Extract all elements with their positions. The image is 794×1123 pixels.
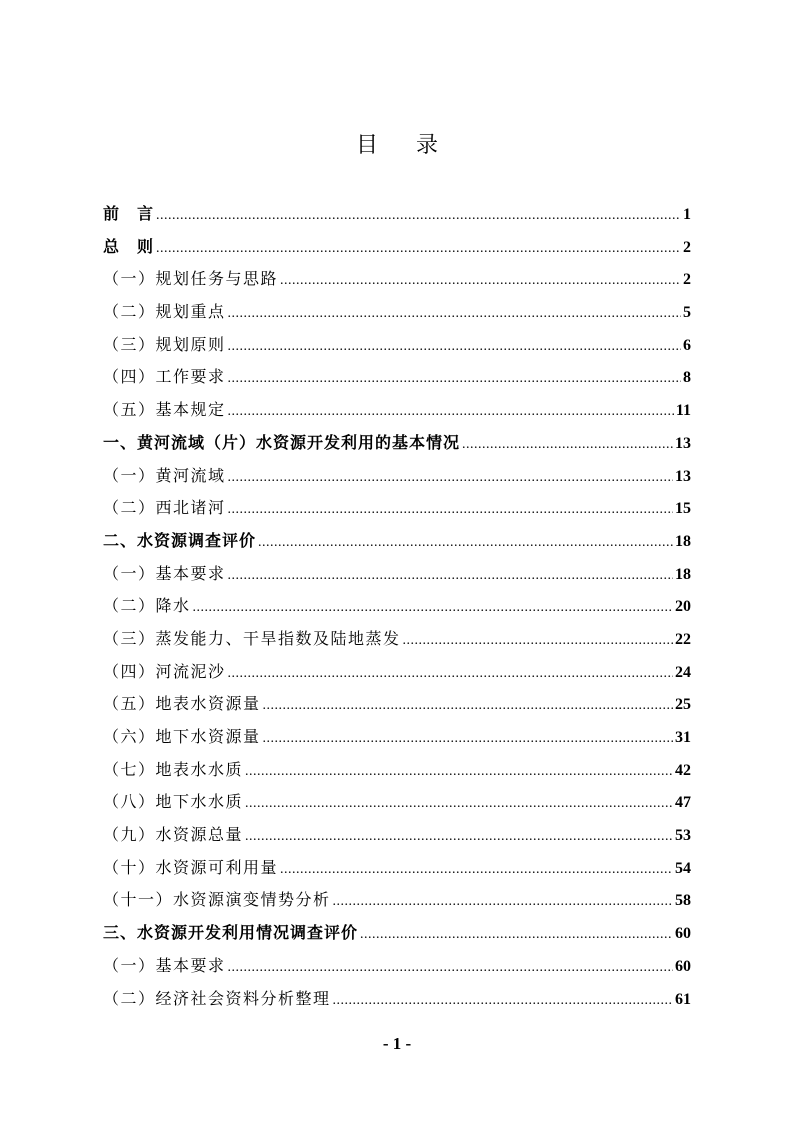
toc-leader-dots [228,658,673,691]
table-of-contents [103,198,691,1015]
toc-entry[interactable] [103,917,691,950]
toc-entry-page-number: 58 [675,892,691,910]
toc-entry-label: 总 则 [103,236,155,256]
toc-entry[interactable] [103,460,691,493]
toc-entry-label: （二）西北诸河 [103,498,226,518]
toc-leader-dots [280,854,673,887]
toc-leader-dots [228,331,681,364]
toc-entry[interactable] [103,296,691,329]
toc-leader-dots [228,560,673,593]
toc-entry[interactable] [103,656,691,689]
toc-entry-page-number: 53 [675,827,691,845]
toc-entry-page-number: 24 [675,663,691,681]
toc-leader-dots [156,233,681,266]
toc-entry[interactable] [103,558,691,591]
toc-leader-dots [245,788,673,821]
toc-entry-page-number: 13 [675,467,691,485]
toc-leader-dots [245,821,673,854]
toc-entry-label: 一、黄河流域（片）水资源开发利用的基本情况 [103,432,461,452]
toc-entry-label: （三）蒸发能力、干旱指数及陆地蒸发 [103,628,401,648]
toc-leader-dots [462,429,673,462]
toc-leader-dots [228,952,673,985]
toc-entry-page-number: 20 [675,598,691,616]
toc-entry[interactable] [103,688,691,721]
toc-leader-dots [228,363,681,396]
toc-entry-page-number: 47 [675,794,691,812]
toc-entry-label: （八）地下水水质 [103,792,244,812]
toc-entry-page-number: 54 [675,859,691,877]
toc-entry-page-number: 22 [675,630,691,648]
toc-entry-page-number: 5 [683,304,691,322]
toc-entry-page-number: 18 [675,532,691,550]
toc-leader-dots [263,723,673,756]
toc-leader-dots [360,919,673,952]
toc-leader-dots [228,298,681,331]
toc-entry-label: （二）经济社会资料分析整理 [103,988,331,1008]
toc-entry-label: （六）地下水资源量 [103,727,261,746]
toc-leader-dots [228,396,674,429]
toc-leader-dots [193,592,673,625]
toc-entry-page-number: 42 [675,761,691,779]
toc-entry-label: （五）地表水资源量 [103,694,261,714]
toc-entry[interactable] [103,983,691,1016]
toc-entry[interactable] [103,329,691,362]
toc-leader-dots [245,756,673,789]
toc-entry[interactable] [103,525,691,558]
toc-leader-dots [403,625,673,658]
toc-entry[interactable] [103,884,691,917]
toc-entry-label: （十一）水资源演变情势分析 [103,890,331,910]
toc-entry[interactable] [103,786,691,819]
toc-leader-dots [333,886,673,919]
page-title: 目录 [355,133,476,158]
toc-entry-label: （十）水资源可利用量 [103,857,279,877]
toc-leader-dots [280,265,681,298]
toc-entry[interactable] [103,623,691,656]
toc-entry[interactable] [103,754,691,787]
toc-entry-page-number: 11 [675,402,691,420]
toc-entry[interactable] [103,361,691,394]
toc-entry-label: 前 言 [103,204,155,223]
page-number: - 1 - [382,1034,412,1053]
toc-entry-label: （一）黄河流域 [103,465,226,485]
toc-entry-label: 三、水资源开发利用情况调查评价 [103,923,359,943]
toc-entry-label: （一）规划任务与思路 [103,269,279,289]
toc-entry-label: （一）基本要求 [103,955,226,975]
toc-entry-page-number: 60 [675,957,691,975]
toc-entry-label: （四）工作要求 [103,367,226,387]
toc-leader-dots [156,200,681,233]
toc-entry[interactable] [103,950,691,983]
toc-entry-page-number: 1 [683,206,691,223]
toc-entry-label: （二）规划重点 [103,302,226,322]
toc-leader-dots [228,494,673,527]
toc-entry-page-number: 2 [683,238,691,256]
toc-entry-page-number: 15 [675,500,691,518]
toc-entry-label: 二、水资源调查评价 [103,530,257,550]
toc-entry-page-number: 18 [675,565,691,583]
toc-entry-label: （五）基本规定 [103,400,226,420]
toc-entry[interactable] [103,721,691,754]
toc-entry[interactable] [103,198,691,231]
toc-entry-page-number: 61 [675,990,691,1008]
toc-entry-label: （一）基本要求 [103,563,226,583]
toc-entry-label: （九）水资源总量 [103,825,244,845]
toc-entry-page-number: 25 [675,696,691,714]
toc-entry-label: （七）地表水水质 [103,759,244,779]
toc-entry[interactable] [103,263,691,296]
toc-entry[interactable] [103,819,691,852]
toc-entry-page-number: 6 [683,336,691,354]
toc-entry-page-number: 8 [683,369,691,387]
toc-entry[interactable] [103,427,691,460]
toc-leader-dots [258,527,673,560]
toc-entry-page-number: 13 [675,434,691,452]
toc-leader-dots [333,985,673,1018]
toc-leader-dots [228,462,673,495]
toc-entry[interactable] [103,492,691,525]
toc-entry[interactable] [103,394,691,427]
toc-entry[interactable] [103,231,691,264]
toc-leader-dots [263,690,673,723]
toc-entry-label: （二）降水 [103,596,191,616]
toc-entry-label: （四）河流泥沙 [103,661,226,681]
toc-entry[interactable] [103,852,691,885]
toc-entry-page-number: 2 [683,271,691,289]
toc-entry-page-number: 31 [675,729,691,746]
toc-entry-label: （三）规划原则 [103,334,226,354]
toc-entry[interactable] [103,590,691,623]
toc-entry-page-number: 60 [675,925,691,943]
